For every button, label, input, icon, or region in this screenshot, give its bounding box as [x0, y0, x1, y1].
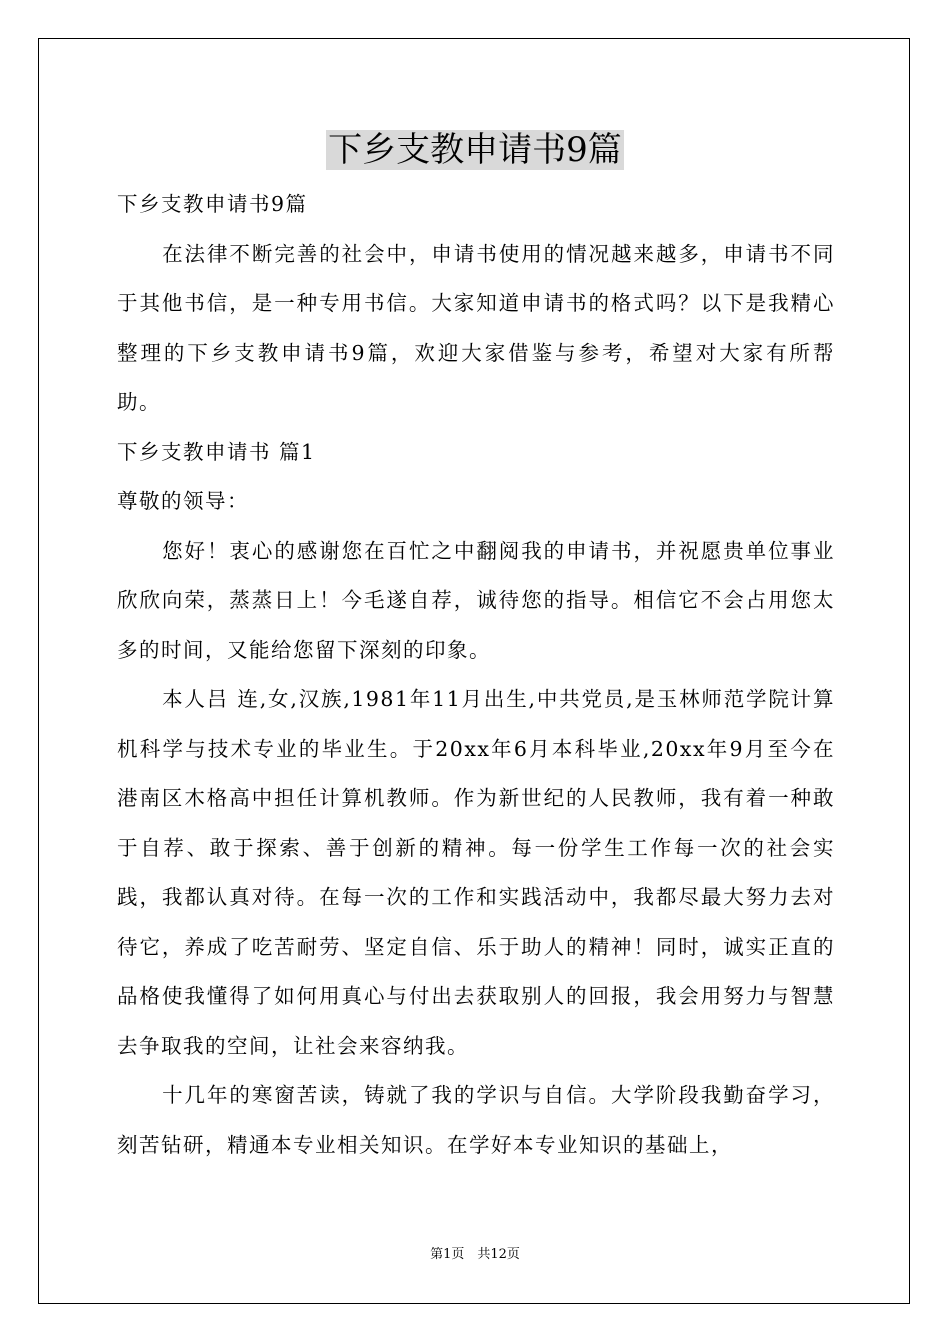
page-footer — [0, 1246, 950, 1264]
paragraph-intro: 在法律不断完善的社会中，申请书使用的情况越来越多，申请书不同于其他书信，是一种专用书信。大家知道申请书的格式吗？以下是我精心整理的下乡支教申请书9篇，欢迎大家借鉴与参考，希望对大家有所帮助。 — [117, 241, 835, 414]
section-heading: 下乡支教申请书 篇1 — [117, 439, 316, 464]
salutation: 尊敬的领导： — [117, 489, 249, 513]
paragraph-study: 十几年的寒窗苦读，铸就了我的学识与自信。大学阶段我勤奋学习，刻苦钻研，精通本专业相关知识。在学好本专业知识的基础上， — [117, 1083, 835, 1157]
document-title-text: 下乡支教申请书9篇 — [328, 130, 622, 170]
paragraph-subtitle: 下乡支教申请书9篇 — [117, 192, 308, 216]
paragraph-self-intro: 本人吕 连,女,汉族,1981年11月出生,中共党员,是玉林师范学院计算机科学与技术专业的毕业生。于20xx年6月本科毕业,20xx年9月至今在港南区木格高中担任计算机教师。作为新世纪的人民教师，我有着一种敢于自荐、敢于探索、善于创新的精神。每一份学生工作每一次的社会实践，我都认真对待。在每一次的工作和实践活动中，我都尽最大努力去对待它，养成了吃苦耐劳、坚定自信、乐于助人的精神！同时，诚实正直的品格使我懂得了如何用真心与付出去获取别人的回报，我会用努力与智慧去争取我的空间，让社会来容纳我。 — [117, 687, 835, 1058]
document-body — [117, 180, 835, 1170]
paragraph-greeting: 您好！衷心的感谢您在百忙之中翻阅我的申请书，并祝愿贵单位事业欣欣向荣，蒸蒸日上！今毛遂自荐，诚待您的指导。相信它不会占用您太多的时间，又能给您留下深刻的印象。 — [117, 538, 835, 662]
page-number: 第1页 共12页 — [430, 1247, 520, 1262]
document-title — [0, 128, 950, 172]
